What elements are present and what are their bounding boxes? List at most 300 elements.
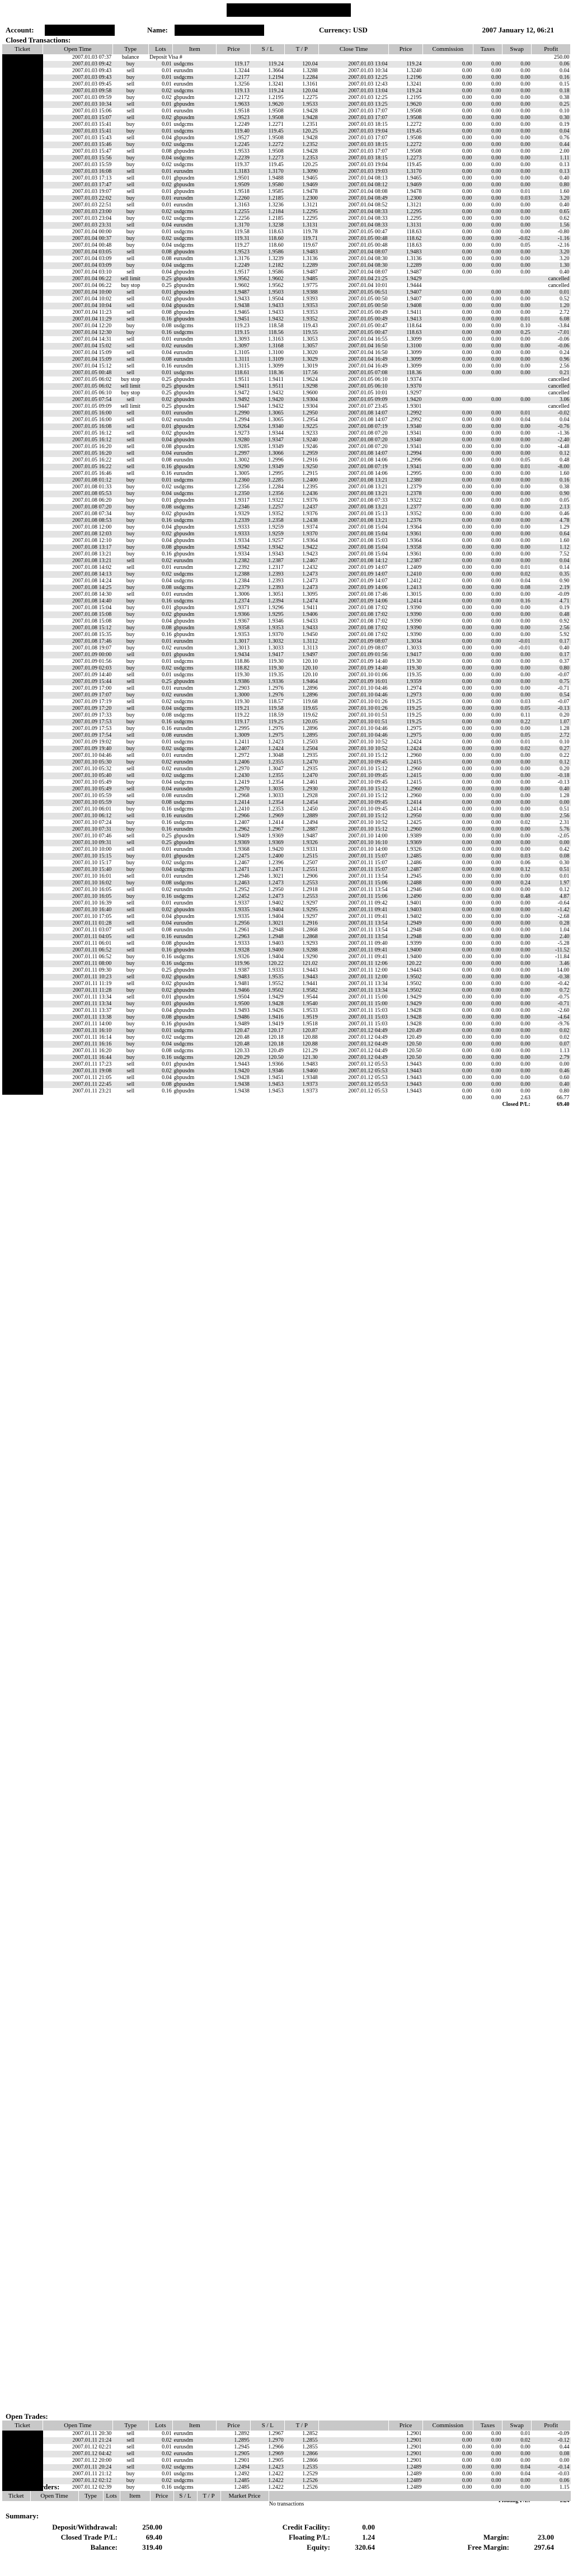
table-cell: 2007.01.08 19:07 [72, 645, 112, 651]
redacted-ticket [2, 182, 43, 189]
table-cell: -0.06 [557, 336, 570, 342]
table-cell: buy [126, 632, 135, 638]
table-cell: 0.02 [148, 2464, 173, 2471]
table-cell: 2007.01.11 04:05 [43, 934, 113, 940]
table-cell: 1.2948 [251, 934, 285, 940]
table-cell: 0.01 [162, 752, 172, 759]
table-cell: 1.2438 [285, 517, 319, 524]
table-cell: 2007.01.04 14:31 [72, 336, 112, 342]
table-cell: 0.00 [422, 531, 473, 538]
table-cell: 0.00 [462, 739, 472, 745]
table-cell: gbpusdm [173, 987, 217, 994]
table-cell: sell [112, 2437, 148, 2444]
redacted-ticket [2, 1028, 43, 1034]
table-cell: 1.2395 [302, 484, 318, 490]
table-cell: 0.00 [462, 954, 472, 960]
table-cell: 1.2285 [251, 477, 285, 484]
table-cell: 1.2430 [217, 773, 251, 779]
table-cell: sell [126, 175, 135, 181]
table-cell: 2007.01.03 19:07 [72, 189, 112, 195]
table-cell: 119.45 [268, 162, 284, 168]
table-cell: 0.01 [148, 1028, 173, 1034]
table-cell: 1.2526 [285, 2478, 319, 2484]
table-cell: 118.36 [388, 370, 422, 376]
table-cell: 2007.01.12 04:49 [319, 1041, 389, 1048]
table-cell: 1.15 [560, 2484, 570, 2490]
table-cell: 119.96 [217, 960, 251, 967]
table-cell: gbpusdm [173, 632, 195, 638]
table-cell: 2007.01.03 12:25 [319, 74, 389, 81]
table-cell: 1.9322 [406, 497, 422, 503]
table-cell: 0.00 [520, 2457, 530, 2464]
table-cell: 2007.01.04 06:22 [72, 282, 112, 289]
table-cell: 0.00 [462, 269, 472, 275]
table-cell: 1.2379 [406, 484, 422, 490]
table-cell: 1.2393 [268, 578, 284, 584]
table-cell: 1.2935 [302, 752, 318, 759]
table-cell: 0.01 [148, 74, 173, 81]
redacted-ticket [2, 900, 43, 907]
column-header: Commission [422, 44, 473, 54]
table-cell: buy [126, 618, 135, 624]
table-row [2, 1075, 571, 1081]
table-cell: 1.3241 [268, 81, 284, 87]
table-cell: 2007.01.10 05:49 [72, 779, 112, 785]
table-cell: sell [126, 202, 135, 208]
table-cell: eurusdm [173, 873, 194, 879]
table-cell: 2007.01.03 22:02 [43, 195, 113, 202]
table-cell [422, 276, 473, 282]
table-cell: 1.9409 [234, 833, 250, 839]
redacted-ticket [2, 54, 43, 61]
table-cell: 1.9441 [302, 981, 318, 987]
table-cell: 0.06 [532, 2478, 571, 2484]
redacted-ticket [2, 195, 43, 202]
table-cell: 1.3176 [234, 256, 250, 262]
table-cell: sell [112, 464, 148, 470]
redacted-ticket [2, 887, 43, 893]
table-cell: 0.00 [502, 611, 532, 618]
redacted-ticket [2, 739, 43, 746]
table-cell: 1.2996 [406, 457, 422, 463]
balance-label: Balance: [90, 2543, 118, 2551]
table-cell: 2007.01.04 10:01 [348, 282, 388, 289]
redacted-ticket [2, 967, 43, 974]
table-cell: 0.10 [520, 323, 530, 329]
table-cell: gbpusdm [173, 1007, 195, 1014]
free-margin-value: 297.64 [534, 2543, 554, 2551]
table-row [2, 168, 571, 175]
table-cell: 1.2960 [406, 793, 422, 799]
table-cell: 0.24 [502, 880, 532, 887]
table-cell: 2007.01.08 15:04 [348, 551, 388, 557]
table-cell: 118.63 [388, 329, 422, 336]
redacted-ticket [2, 68, 43, 74]
table-cell: 1.9404 [251, 907, 285, 913]
floating-pl-label: Floating P/L: [288, 2533, 330, 2541]
table-cell: 1.9511 [251, 383, 285, 390]
table-cell: 2007.01.11 13:54 [319, 934, 389, 940]
table-cell: 0.02 [148, 343, 173, 350]
table-cell: usdgcms [173, 960, 217, 967]
table-cell: 1.3034 [388, 638, 422, 645]
table-cell: 0.00 [502, 155, 532, 162]
table-cell: 1.9508 [251, 115, 285, 121]
table-cell: 1.2901 [388, 2451, 422, 2457]
table-cell: 2007.01.08 13:21 [319, 491, 389, 497]
table-cell: sell [126, 672, 135, 678]
table-cell: 0.00 [422, 303, 473, 309]
table-cell: 1.9420 [268, 846, 284, 853]
table-cell: 0.00 [422, 934, 473, 940]
table-row [2, 128, 571, 135]
table-row [2, 833, 571, 840]
table-cell: 1.2379 [217, 585, 251, 591]
redacted-ticket [2, 2471, 43, 2478]
table-cell: usdgcms [173, 1034, 194, 1040]
table-row [2, 940, 571, 947]
table-cell: 1.9523 [217, 115, 251, 121]
table-cell: usdgcms [173, 1041, 217, 1048]
table-cell: 0.00 [462, 967, 472, 973]
table-cell: 0.00 [491, 1061, 501, 1067]
table-cell: 0.00 [473, 853, 502, 860]
table-cell: 1.9508 [268, 135, 284, 141]
redacted-ticket [2, 699, 43, 705]
table-cell: 2007.01.04 03:09 [43, 262, 113, 269]
table-cell: 2007.01.03 07:37 [72, 54, 112, 60]
table-cell: 0.00 [520, 672, 530, 678]
table-cell: 0.00 [422, 464, 473, 470]
table-cell: 0.00 [502, 1081, 532, 1088]
table-cell: 1.2396 [268, 860, 284, 866]
table-cell: 2007.01.09 17:19 [72, 699, 112, 705]
table-cell: 2007.01.11 16:14 [72, 1034, 112, 1040]
table-cell: 1.2413 [388, 585, 422, 591]
redacted-ticket [2, 517, 43, 524]
table-cell: gbpusdm [173, 1075, 195, 1081]
table-cell: 118.36 [251, 370, 285, 376]
redacted-ticket [2, 363, 43, 370]
table-cell: 0.00 [491, 81, 501, 87]
table-cell: 1.2196 [388, 74, 422, 81]
table-cell: 1.9341 [406, 444, 422, 450]
table-cell: 0.00 [502, 88, 532, 95]
table-cell: sell [112, 679, 148, 685]
table-cell: 119.25 [388, 705, 422, 712]
redacted-ticket [2, 444, 43, 450]
table-cell: 0.00 [520, 336, 530, 342]
table-cell: 1.9333 [234, 940, 250, 946]
table-cell: 1.9390 [388, 611, 422, 618]
table-row [2, 450, 571, 457]
table-cell: sell [126, 766, 135, 772]
table-cell: 120.50 [406, 1048, 422, 1054]
table-cell: 1.3029 [285, 356, 319, 363]
table-cell: 1.9486 [217, 1014, 251, 1021]
table-cell: 0.42 [560, 846, 570, 853]
table-row [2, 182, 571, 189]
redacted-ticket [2, 1048, 43, 1054]
table-cell: 119.78 [302, 229, 318, 235]
table-cell: 0.44 [560, 2444, 570, 2450]
redacted-ticket [2, 652, 43, 658]
table-cell: 0.00 [491, 497, 501, 503]
table-row [2, 719, 571, 726]
table-cell: 0.00 [462, 1007, 472, 1014]
table-cell: 2007.01.04 21:25 [319, 276, 389, 282]
column-header: Profit [532, 44, 571, 54]
table-cell: 1.12 [532, 544, 571, 551]
redacted-ticket [2, 2451, 43, 2457]
table-cell: 2007.01.08 07:19 [319, 423, 389, 430]
table-cell: 120.88 [285, 1041, 319, 1048]
table-cell: 1.2400 [285, 477, 319, 484]
table-cell: buy stop [121, 376, 140, 383]
table-cell: 2007.01.10 16:01 [72, 873, 112, 879]
table-cell: 1.3236 [268, 202, 284, 208]
table-cell: 0.00 [422, 960, 473, 967]
table-cell: 1.2974 [406, 685, 422, 691]
closed-pl-value: 69.40 [145, 2533, 162, 2541]
table-cell: 2007.01.12 05:53 [319, 1081, 389, 1088]
redacted-ticket [2, 618, 43, 625]
table-row [2, 853, 571, 860]
table-cell: 2007.01.10 14:00 [348, 846, 388, 853]
table-cell: 0.00 [502, 168, 532, 175]
table-cell: 1.9582 [285, 987, 319, 994]
column-header: Taxes [473, 44, 502, 54]
table-cell: 1.3019 [302, 363, 318, 369]
table-cell: 1.9264 [217, 423, 251, 430]
table-cell: 0.01 [162, 739, 172, 745]
table-cell: 2007.01.08 14:12 [319, 558, 389, 564]
table-cell: 0.22 [502, 719, 532, 726]
table-cell: 0.01 [162, 685, 172, 691]
table-cell: 0.00 [491, 242, 501, 248]
redacted-ticket [2, 806, 43, 813]
table-cell: 1.9508 [406, 148, 422, 154]
table-cell: 0.00 [422, 1001, 473, 1007]
table-cell: 0.00 [502, 1041, 532, 1048]
table-cell: 1.2467 [285, 558, 319, 564]
table-cell: 1.9340 [251, 423, 285, 430]
table-cell: 1.9343 [268, 551, 284, 557]
table-cell: -8.00 [532, 464, 571, 470]
table-cell: -0.13 [557, 779, 570, 785]
table-cell: 0.04 [162, 524, 172, 530]
table-cell: 0.00 [560, 2457, 570, 2464]
table-cell: 0.00 [473, 665, 502, 672]
table-cell: usdgcms [173, 517, 217, 524]
column-header: T / P [285, 2420, 319, 2431]
table-cell: 119.13 [217, 88, 251, 95]
table-cell: gbpusdm [173, 316, 217, 323]
table-cell: 2007.01.11 12:00 [319, 974, 389, 981]
table-cell: 0.00 [502, 128, 532, 135]
table-cell: 1.9347 [251, 437, 285, 444]
table-cell: 1.2350 [217, 491, 251, 497]
table-cell: 0.00 [462, 1034, 472, 1040]
table-cell: 1.2553 [285, 880, 319, 887]
table-cell: 1.2492 [234, 2471, 250, 2477]
redacted-ticket [2, 135, 43, 142]
table-cell: 2007.01.10 07:46 [72, 833, 112, 839]
table-cell: usdgcms [173, 880, 217, 887]
table-row [2, 2431, 571, 2437]
table-row [2, 242, 571, 249]
table-cell: eurusdm [173, 900, 194, 906]
table-cell: 0.00 [520, 430, 530, 436]
redacted-ticket [2, 1075, 43, 1081]
table-cell: 2007.01.08 14:24 [72, 578, 112, 584]
table-cell: sell [112, 732, 148, 739]
table-cell: 0.00 [422, 1014, 473, 1021]
table-cell [319, 2484, 389, 2491]
table-cell: sell [112, 397, 148, 403]
table-cell: 1.9624 [302, 376, 318, 383]
table-cell: usdgcms [173, 504, 217, 511]
total-cell: 2.63 [520, 1095, 530, 1101]
redacted-ticket [2, 162, 43, 168]
table-cell: 0.00 [491, 1048, 501, 1054]
table-cell: eurusdm [173, 195, 217, 202]
table-cell: 0.00 [520, 95, 530, 101]
table-cell: 1.9775 [302, 282, 318, 289]
table-cell: 0.76 [560, 135, 570, 141]
table-cell: 0.00 [473, 652, 502, 658]
table-cell: 2007.01.11 10:23 [43, 974, 113, 981]
table-cell: buy [126, 605, 135, 611]
table-cell: 0.00 [473, 679, 502, 685]
table-cell: 0.00 [473, 128, 502, 135]
redacted-ticket [2, 672, 43, 679]
table-cell: 2007.01.10 10:00 [72, 846, 112, 853]
table-cell: -0.42 [557, 981, 570, 987]
table-cell: 1.9326 [406, 846, 422, 853]
table-cell: 0.00 [491, 967, 501, 973]
table-cell: 1.2950 [388, 813, 422, 820]
table-cell: -11.84 [555, 954, 570, 960]
table-cell: sell [112, 289, 148, 296]
table-cell: 119.68 [302, 699, 318, 705]
table-cell: usdgcms [173, 262, 217, 269]
table-cell: -1.36 [557, 430, 570, 436]
table-cell: 1.2339 [217, 517, 251, 524]
table-cell: usdgcms [173, 2471, 194, 2477]
table-cell: 0.00 [473, 236, 502, 242]
table-cell: 2007.01.12 04:42 [43, 2451, 113, 2457]
table-cell: gbpusdm [173, 101, 217, 108]
table-cell: 0.01 [162, 846, 172, 853]
table-cell: 119.21 [217, 705, 251, 712]
table-cell: 2007.01.11 13:54 [348, 873, 388, 879]
table-cell: 0.00 [462, 1088, 472, 1094]
table-cell: 0.00 [491, 2471, 501, 2477]
table-cell: sell [126, 430, 135, 436]
table-row [2, 390, 571, 397]
table-cell: gbpusdm [173, 605, 195, 611]
table-cell: 1.9349 [251, 464, 285, 470]
table-cell: 0.00 [462, 444, 472, 450]
table-cell: -0.01 [518, 645, 530, 651]
table-cell: 2007.01.08 14:06 [348, 470, 388, 477]
table-cell: gbpusdm [173, 840, 217, 846]
table-cell: sell [112, 786, 148, 793]
table-cell: 0.25 [148, 840, 173, 846]
column-header: Lots [148, 2420, 173, 2431]
table-cell: 118.62 [388, 236, 422, 242]
table-cell: gbpusdm [173, 423, 217, 430]
table-cell: sell [112, 1081, 148, 1088]
table-cell: 2007.01.11 08:00 [43, 960, 113, 967]
table-cell: 1.2407 [217, 746, 251, 752]
table-row [2, 927, 571, 934]
table-cell: 1.9246 [302, 444, 318, 450]
table-cell: 0.00 [520, 215, 530, 222]
table-cell: 0.16 [162, 1021, 172, 1027]
table-cell: eurusdm [173, 813, 217, 820]
table-cell: 2007.01.07 23:45 [348, 403, 388, 409]
table-cell: 0.01 [148, 652, 173, 658]
table-cell: 0.00 [462, 860, 472, 866]
table-row [2, 2437, 571, 2444]
table-cell [502, 403, 532, 410]
table-cell: 2007.01.11 15:07 [319, 853, 389, 860]
table-cell: 1.28 [560, 793, 570, 799]
table-cell: buy [126, 1048, 135, 1054]
table-cell: 0.00 [473, 866, 502, 873]
table-cell: 0.00 [491, 1034, 501, 1040]
table-cell: 0.00 [422, 504, 473, 511]
table-cell: buy [112, 665, 148, 672]
table-cell: 2007.01.09 14:40 [348, 658, 388, 665]
table-cell: 2007.01.11 09:41 [319, 907, 389, 913]
table-cell: 2007.01.05 06:10 [348, 376, 388, 383]
table-cell: 0.00 [462, 551, 472, 557]
table-cell: 2007.01.09 17:00 [72, 685, 112, 691]
table-cell: 1.9533 [302, 1007, 318, 1014]
table-cell: 0.00 [502, 262, 532, 269]
table-cell: 2007.01.10 04:46 [348, 726, 388, 732]
table-cell: 1.3099 [406, 350, 422, 356]
table-cell: 0.00 [502, 544, 532, 551]
table-cell: sell [126, 1088, 135, 1094]
table-cell: 1.9285 [234, 444, 250, 450]
table-cell: 1.2424 [388, 746, 422, 752]
table-cell: 0.00 [502, 840, 532, 846]
table-cell: buy [126, 578, 135, 584]
table-cell: buy [112, 477, 148, 484]
table-cell: buy [112, 142, 148, 148]
table-cell: 1.2374 [217, 598, 251, 605]
table-cell: 119.30 [406, 658, 422, 665]
table-cell: 1.2995 [268, 470, 284, 477]
table-cell: 0.02 [162, 1034, 172, 1040]
table-cell: 1.2356 [251, 491, 285, 497]
table-cell: 0.00 [473, 2464, 502, 2471]
table-row [2, 793, 571, 799]
table-cell: 2007.01.05 00:47 [348, 323, 388, 329]
table-cell: 2007.01.11 23:21 [72, 1088, 112, 1094]
table-cell: 0.00 [520, 1048, 530, 1054]
table-cell: gbpusdm [173, 148, 195, 154]
table-cell: 0.00 [502, 450, 532, 457]
table-cell: 1.3241 [406, 81, 422, 87]
table-cell: 1.2892 [234, 2431, 250, 2437]
table-cell: 0.04 [532, 558, 571, 564]
redacted-ticket [2, 1068, 43, 1075]
